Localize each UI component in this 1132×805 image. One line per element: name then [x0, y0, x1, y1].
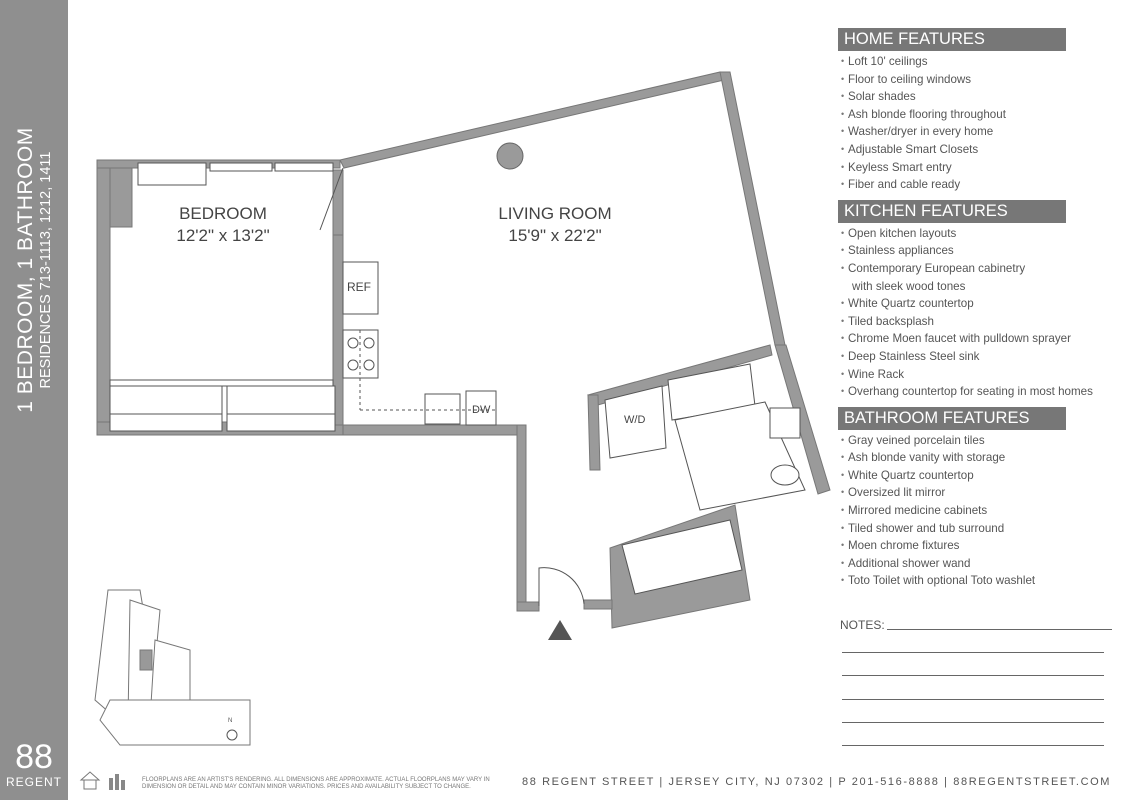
feature-item: • Ash blonde vanity with storage	[838, 449, 1128, 467]
entry-door-swing	[539, 568, 584, 606]
bedroom-column	[110, 164, 132, 227]
ref-label: REF	[347, 280, 371, 294]
bedroom-partition	[333, 170, 343, 235]
logo-number: 88	[15, 738, 53, 776]
bathroom-features-header: BATHROOM FEATURES	[838, 407, 1066, 430]
equal-housing-icon	[79, 770, 139, 792]
entry-wall-right	[584, 600, 612, 609]
sidebar	[0, 0, 68, 800]
residences-list: RESIDENCES 713-1113, 1212, 1411	[38, 151, 54, 389]
bedroom-dims: 12'2" x 13'2"	[176, 226, 270, 245]
logo-word: REGENT	[5, 775, 62, 789]
feature-item: • Loft 10' ceilings	[838, 53, 1128, 71]
kitchen-features-section	[838, 200, 1128, 401]
closet-left	[110, 386, 222, 431]
notes-label: NOTES:	[840, 618, 885, 632]
living-room-name: LIVING ROOM	[498, 204, 612, 223]
feature-item-continued: with sleek wood tones	[852, 279, 966, 293]
note-line[interactable]	[842, 722, 1104, 723]
feature-item: • Wine Rack	[838, 366, 1128, 384]
living-room-dims: 15'9" x 22'2"	[508, 226, 602, 245]
note-line[interactable]	[842, 745, 1104, 746]
sink	[425, 394, 460, 424]
unit-title	[14, 20, 54, 780]
feature-item: • Toto Toilet with optional Toto washlet	[838, 572, 1128, 590]
key-plan	[95, 590, 250, 745]
column	[497, 143, 523, 169]
vanity	[770, 408, 800, 438]
bedroom-label	[158, 203, 288, 247]
entry-arrow	[548, 620, 572, 640]
wd-label: W/D	[624, 414, 646, 426]
home-features-header: HOME FEATURES	[838, 28, 1066, 51]
feature-item: • Moen chrome fixtures	[838, 537, 1128, 555]
feature-item: • Tiled backsplash	[838, 313, 1128, 331]
contact-address: 88 REGENT STREET | JERSEY CITY, NJ 07302 | P 201-516-8888 | 88REGENTSTREET.COM	[522, 776, 1112, 788]
feature-item: • White Quartz countertop	[838, 295, 1128, 313]
living-room-label	[480, 203, 630, 247]
note-line[interactable]	[842, 699, 1104, 700]
feature-item: • Mirrored medicine cabinets	[838, 502, 1128, 520]
wd-west-wall	[588, 395, 600, 470]
feature-item: • Keyless Smart entry	[838, 159, 1128, 177]
bedroom-west-wall	[97, 160, 110, 435]
bedroom-window-2	[210, 163, 272, 171]
floor-plan-drawing	[68, 0, 838, 800]
home-features-section	[838, 28, 1128, 194]
unit-type: 1 BEDROOM, 1 BATHROOM	[14, 127, 37, 413]
toilet	[771, 465, 799, 485]
feature-item: • Gray veined porcelain tiles	[838, 432, 1128, 450]
disclaimer: FLOORPLANS ARE AN ARTIST'S RENDERING. ALL DIMENSIONS ARE APPROXIMATE. ACTUAL FLOORPLANS MAY VARY IN DIMENSION OR DETAIL AND MAY CONTAIN MINOR VARIATIONS. PRICES AND AVAILABILITY SUBJECT TO CHANGE.	[142, 777, 490, 790]
feature-item: • Fiber and cable ready	[838, 176, 1128, 194]
features-panel	[838, 28, 1128, 596]
feature-item: • Floor to ceiling windows	[838, 71, 1128, 89]
feature-item: • Tiled shower and tub surround	[838, 520, 1128, 538]
feature-item: • Open kitchen layouts	[838, 225, 1128, 243]
closet-right	[227, 386, 335, 431]
feature-item: • Adjustable Smart Closets	[838, 141, 1128, 159]
feature-item: • Overhang countertop for seating in most homes	[838, 383, 1128, 401]
living-north-wall	[340, 72, 724, 168]
notes-area	[840, 616, 1112, 634]
note-line[interactable]	[842, 652, 1104, 653]
feature-item: • White Quartz countertop	[838, 467, 1128, 485]
feature-item: • Oversized lit mirror	[838, 484, 1128, 502]
feature-item: • Contemporary European cabinetry	[838, 260, 1128, 278]
bathroom-features-section	[838, 407, 1128, 590]
kitchen-south-wall	[343, 425, 523, 435]
living-east-wall	[720, 72, 785, 345]
closet-top	[110, 380, 333, 386]
feature-item: • Deep Stainless Steel sink	[838, 348, 1128, 366]
feature-item: • Washer/dryer in every home	[838, 123, 1128, 141]
entry-west-wall	[517, 425, 526, 610]
feature-item: • Stainless appliances	[838, 242, 1128, 260]
feature-item: • Chrome Moen faucet with pulldown sprayer	[838, 330, 1128, 348]
bedroom-name: BEDROOM	[179, 204, 267, 223]
north-label: N	[228, 718, 233, 724]
dw-label: DW	[472, 404, 491, 416]
feature-item: • Solar shades	[838, 88, 1128, 106]
feature-item: • Ash blonde flooring throughout	[838, 106, 1128, 124]
feature-item: • Additional shower wand	[838, 555, 1128, 573]
note-line[interactable]	[887, 629, 1112, 630]
kitchen-features-header: KITCHEN FEATURES	[838, 200, 1066, 223]
floor-plan	[68, 0, 838, 800]
bedroom-window-1	[138, 163, 206, 185]
entry-wall-left	[517, 602, 539, 611]
bedroom-window-3	[275, 163, 333, 171]
note-line[interactable]	[842, 675, 1104, 676]
